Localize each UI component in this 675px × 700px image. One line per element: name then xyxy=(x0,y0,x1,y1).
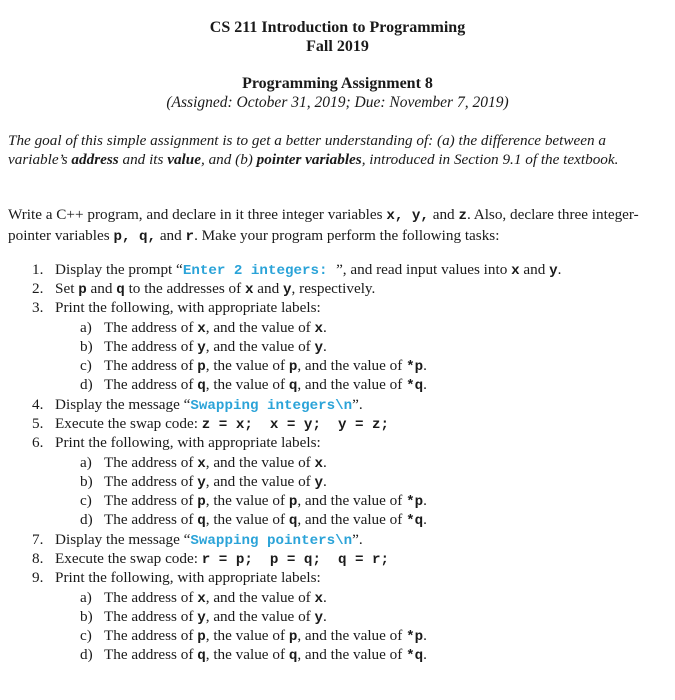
var-x: x xyxy=(197,591,206,607)
item-text: Execute the swap code: xyxy=(55,415,202,432)
sub-item-text: . xyxy=(423,646,427,663)
code-swap: z = x; x = y; y = z; xyxy=(201,417,390,433)
var-y: y xyxy=(283,282,292,298)
item-number: 1. xyxy=(32,261,44,278)
item-text: and xyxy=(86,280,117,297)
item-text: and xyxy=(253,280,284,297)
sub-item-letter: b) xyxy=(80,473,93,490)
task-vars-pq: p, q, xyxy=(113,229,157,245)
item-number: 2. xyxy=(32,280,44,297)
item-text: Set xyxy=(55,280,79,297)
sub-item-text: . xyxy=(323,608,327,625)
sub-item-text: The address of xyxy=(104,454,198,471)
sub-item-text: The address of xyxy=(104,589,198,606)
sub-item-text: The address of xyxy=(104,646,198,663)
item-text: and xyxy=(519,261,550,278)
task-var-r: r xyxy=(185,229,195,245)
item-text: Execute the swap code: xyxy=(55,550,202,567)
task-paragraph xyxy=(8,205,668,247)
var-p: p xyxy=(288,629,298,645)
code-swap: r = p; p = q; q = r; xyxy=(201,552,390,568)
sub-item-text: The address of xyxy=(104,319,198,336)
item-number: 6. xyxy=(32,434,44,451)
sub-item-text: , and the value of xyxy=(297,492,407,509)
sub-item-text: . xyxy=(423,357,427,374)
var-y: y xyxy=(197,610,206,626)
sub-item-text: . xyxy=(323,473,327,490)
var-x: x xyxy=(511,263,520,279)
task-text-5: . Make your program perform the following tasks: xyxy=(194,227,500,244)
sub-item-letter: d) xyxy=(80,376,93,393)
item-text: ”. xyxy=(352,396,363,413)
sub-item-letter: c) xyxy=(80,627,92,644)
var-y: y xyxy=(197,340,206,356)
item-number: 7. xyxy=(32,531,44,548)
item-text: Print the following, with appropriate labels: xyxy=(55,434,321,451)
item-number: 4. xyxy=(32,396,44,413)
sub-item-text: , the value of xyxy=(205,357,289,374)
sub-item-letter: a) xyxy=(80,319,92,336)
var-deref-p: *p xyxy=(406,629,424,645)
intro-paragraph xyxy=(8,131,668,169)
sub-item-text: The address of xyxy=(104,492,198,509)
item-text: ”. xyxy=(352,531,363,548)
sub-item-text: . xyxy=(323,338,327,355)
task-text-3: . Also, declare three integer-pointer variables xyxy=(8,206,639,244)
var-p: p xyxy=(197,629,206,645)
var-q: q xyxy=(197,513,206,529)
var-q: q xyxy=(197,378,206,394)
item-number: 8. xyxy=(32,550,44,567)
intro-text-3: , and (b) xyxy=(200,151,257,168)
var-y: y xyxy=(314,610,324,626)
var-x: x xyxy=(244,282,254,298)
sub-item-text: , the value of xyxy=(205,646,289,663)
var-deref-p: *p xyxy=(406,359,424,375)
intro-bold-pointer-variables: pointer variables xyxy=(256,151,362,168)
item-text: Display the message “ xyxy=(55,531,191,548)
sub-item-text: . xyxy=(423,376,427,393)
var-p: p xyxy=(78,282,87,298)
item-text: Print the following, with appropriate labels: xyxy=(55,569,321,586)
item-text: Print the following, with appropriate labels: xyxy=(55,299,321,316)
assignment-dates: (Assigned: October 31, 2019; Due: November 7, 2019) xyxy=(166,94,509,111)
item-text: to the addresses of xyxy=(124,280,245,297)
sub-item-text: , the value of xyxy=(205,492,289,509)
sub-item-text: , and the value of xyxy=(205,589,315,606)
course-term: Fall 2019 xyxy=(306,38,369,55)
sub-item-text: . xyxy=(323,589,327,606)
var-x: x xyxy=(314,456,324,472)
sub-item-text: , and the value of xyxy=(297,376,407,393)
sub-item-text: , and the value of xyxy=(205,454,315,471)
item-text: . xyxy=(557,261,562,278)
intro-bold-address: address xyxy=(71,151,119,168)
sub-item-text: , and the value of xyxy=(297,357,407,374)
task-vars-xy: x, y, xyxy=(386,208,429,224)
item-number: 9. xyxy=(32,569,44,586)
sub-item-letter: d) xyxy=(80,646,93,663)
var-q: q xyxy=(288,513,298,529)
code-message: Swapping pointers\n xyxy=(190,533,353,549)
sub-item-text: . xyxy=(423,492,427,509)
var-p: p xyxy=(288,359,298,375)
sub-item-text: . xyxy=(423,627,427,644)
var-q: q xyxy=(197,648,206,664)
var-p: p xyxy=(197,494,206,510)
item-text: Display the prompt “ xyxy=(55,261,183,278)
assignment-title: Programming Assignment 8 xyxy=(242,75,433,92)
var-q: q xyxy=(116,282,125,298)
sub-item-text: The address of xyxy=(104,511,198,528)
sub-item-text: The address of xyxy=(104,338,198,355)
sub-item-text: , and the value of xyxy=(297,646,407,663)
var-deref-q: *q xyxy=(406,513,424,529)
var-q: q xyxy=(288,378,298,394)
sub-item-text: , the value of xyxy=(205,376,289,393)
sub-item-letter: b) xyxy=(80,338,93,355)
sub-item-text: The address of xyxy=(104,376,198,393)
var-x: x xyxy=(314,591,324,607)
var-p: p xyxy=(197,359,206,375)
item-text: Display the message “ xyxy=(55,396,191,413)
sub-item-text: The address of xyxy=(104,608,198,625)
sub-item-text: , and the value of xyxy=(297,627,407,644)
var-y: y xyxy=(314,475,324,491)
sub-item-text: , and the value of xyxy=(205,338,315,355)
item-number: 3. xyxy=(32,299,44,316)
item-text: , respectively. xyxy=(291,280,376,297)
sub-item-text: . xyxy=(323,319,327,336)
sub-item-text: , and the value of xyxy=(205,608,315,625)
sub-item-text: , the value of xyxy=(205,511,289,528)
task-var-z: z xyxy=(458,208,467,224)
var-x: x xyxy=(197,456,206,472)
sub-item-text: , and the value of xyxy=(205,473,315,490)
var-y: y xyxy=(549,263,558,279)
sub-item-text: , and the value of xyxy=(205,319,315,336)
sub-item-text: The address of xyxy=(104,473,198,490)
var-y: y xyxy=(197,475,206,491)
sub-item-text: . xyxy=(323,454,327,471)
var-x: x xyxy=(314,321,324,337)
sub-item-letter: a) xyxy=(80,589,92,606)
course-title: CS 211 Introduction to Programming xyxy=(209,19,466,36)
intro-text-2: and its xyxy=(118,151,168,168)
sub-item-letter: c) xyxy=(80,492,92,509)
sub-item-letter: d) xyxy=(80,511,93,528)
var-deref-q: *q xyxy=(406,378,424,394)
var-p: p xyxy=(288,494,298,510)
sub-item-letter: c) xyxy=(80,357,92,374)
var-q: q xyxy=(288,648,298,664)
item-number: 5. xyxy=(32,415,44,432)
code-message: Swapping integers\n xyxy=(190,398,353,414)
sub-item-letter: b) xyxy=(80,608,93,625)
intro-text-4: , introduced in Section 9.1 of the textbook. xyxy=(361,151,619,168)
sub-item-text: The address of xyxy=(104,357,198,374)
sub-item-letter: a) xyxy=(80,454,92,471)
task-text-4: and xyxy=(156,227,186,244)
task-text-1: Write a C++ program, and declare in it three integer variables xyxy=(8,206,387,223)
sub-item-text: . xyxy=(423,511,427,528)
sub-item-text: , the value of xyxy=(205,627,289,644)
sub-item-text: , and the value of xyxy=(297,511,407,528)
intro-text-1: The goal of this simple assignment is to get a better understanding of: (a) the difference between a variable’s xyxy=(8,132,606,168)
var-x: x xyxy=(197,321,206,337)
task-text-2: and xyxy=(428,206,459,223)
sub-item-text: The address of xyxy=(104,627,198,644)
item-text: ”, and read input values into xyxy=(336,261,512,278)
var-deref-q: *q xyxy=(406,648,424,664)
code-prompt: Enter 2 integers: xyxy=(182,263,337,279)
var-deref-p: *p xyxy=(406,494,424,510)
var-y: y xyxy=(314,340,324,356)
intro-bold-value: value xyxy=(167,151,201,168)
